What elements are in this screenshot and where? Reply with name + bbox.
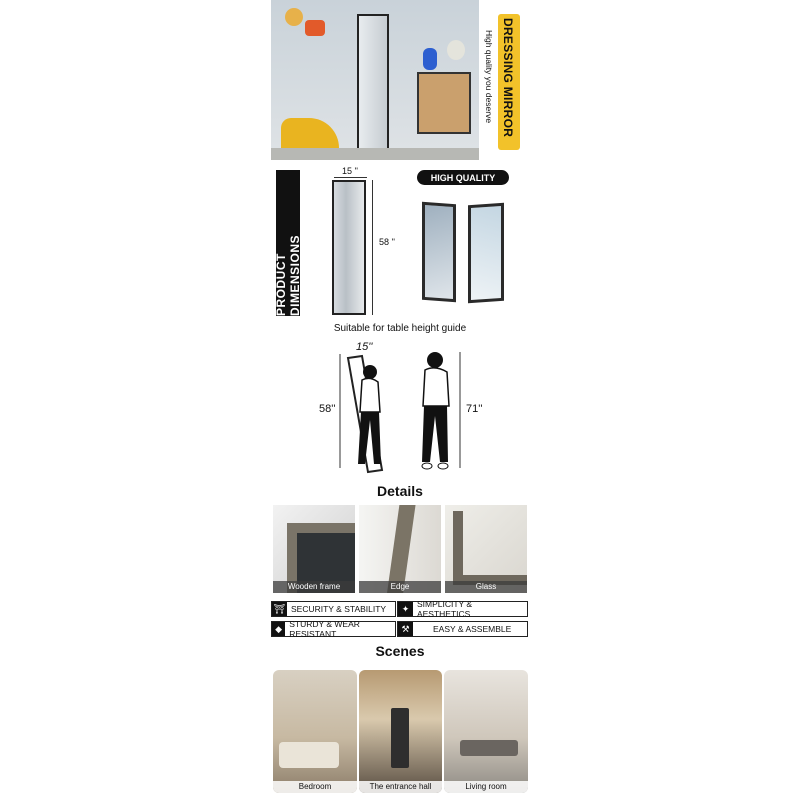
scene-caption-living-room: Living room (444, 781, 528, 793)
scene-living-room (444, 670, 528, 793)
detail-caption-frame: Wooden frame (273, 581, 355, 593)
hero-mirror (357, 14, 389, 156)
dim-mirror-front (332, 180, 366, 315)
hero-title: DRESSING MIRROR (501, 18, 515, 138)
height-guide-illustration (330, 350, 470, 480)
dim-width-line (334, 177, 367, 178)
detail-tile-edge (359, 505, 441, 593)
feature-assemble-label: EASY & ASSEMBLE (433, 624, 512, 634)
dim-height-line (372, 180, 373, 315)
product-dimensions-label: PRODUCT DIMENSIONS (276, 170, 300, 316)
guide-title: Suitable for table height guide (333, 323, 467, 334)
cabinet-decor (417, 72, 471, 134)
mirror-side-view (422, 202, 456, 302)
feature-simplicity (397, 601, 528, 617)
sofa-shape (460, 740, 518, 756)
plant-decor (447, 40, 465, 60)
edge-strip (386, 505, 416, 593)
scene-entrance-hall (359, 670, 442, 793)
diamond-icon: ◆ (272, 622, 285, 636)
feature-security (271, 601, 396, 617)
hat-decor (285, 8, 303, 26)
mirror-back-view (468, 203, 504, 304)
guide-person-height: 71'' (466, 403, 483, 415)
glass-corner (453, 511, 463, 585)
detail-tile-frame (273, 505, 355, 593)
dim-height-label: 58 '' (379, 237, 395, 247)
vase-decor (423, 48, 437, 70)
bag-decor (305, 20, 325, 36)
hero-banner (271, 0, 529, 160)
detail-tile-glass (445, 505, 527, 593)
guide-mirror-width: 15'' (356, 341, 373, 353)
detail-caption-glass: Glass (445, 581, 527, 593)
bed-shape (279, 742, 339, 768)
feature-sturdy (271, 621, 396, 637)
scenes-title: Scenes (375, 643, 425, 659)
hero-subtitle: High quality you deserve (484, 30, 494, 124)
dim-width-label: 15 '' (342, 166, 358, 176)
detail-caption-edge: Edge (359, 581, 441, 593)
feature-security-label: SECURITY & STABILITY (291, 604, 387, 614)
feature-simplicity-label: SIMPLICITY & AESTHETICS (416, 599, 473, 619)
wrench-icon: ⚒ (398, 622, 413, 636)
guide-mirror-height: 58'' (319, 403, 336, 415)
compass-star-icon: ✦ (398, 602, 413, 616)
details-title: Details (377, 483, 423, 499)
scene-bedroom (273, 670, 357, 793)
feature-sturdy-label: STURDY & WEAR RESISTANT (289, 619, 360, 639)
scene-caption-bedroom: Bedroom (273, 781, 357, 793)
hall-mirror (391, 708, 409, 768)
high-quality-badge: HIGH QUALITY (417, 170, 509, 185)
shield-icon: ⛩ (272, 602, 287, 616)
feature-assemble (397, 621, 528, 637)
scene-caption-entrance-hall: The entrance hall (359, 781, 442, 793)
